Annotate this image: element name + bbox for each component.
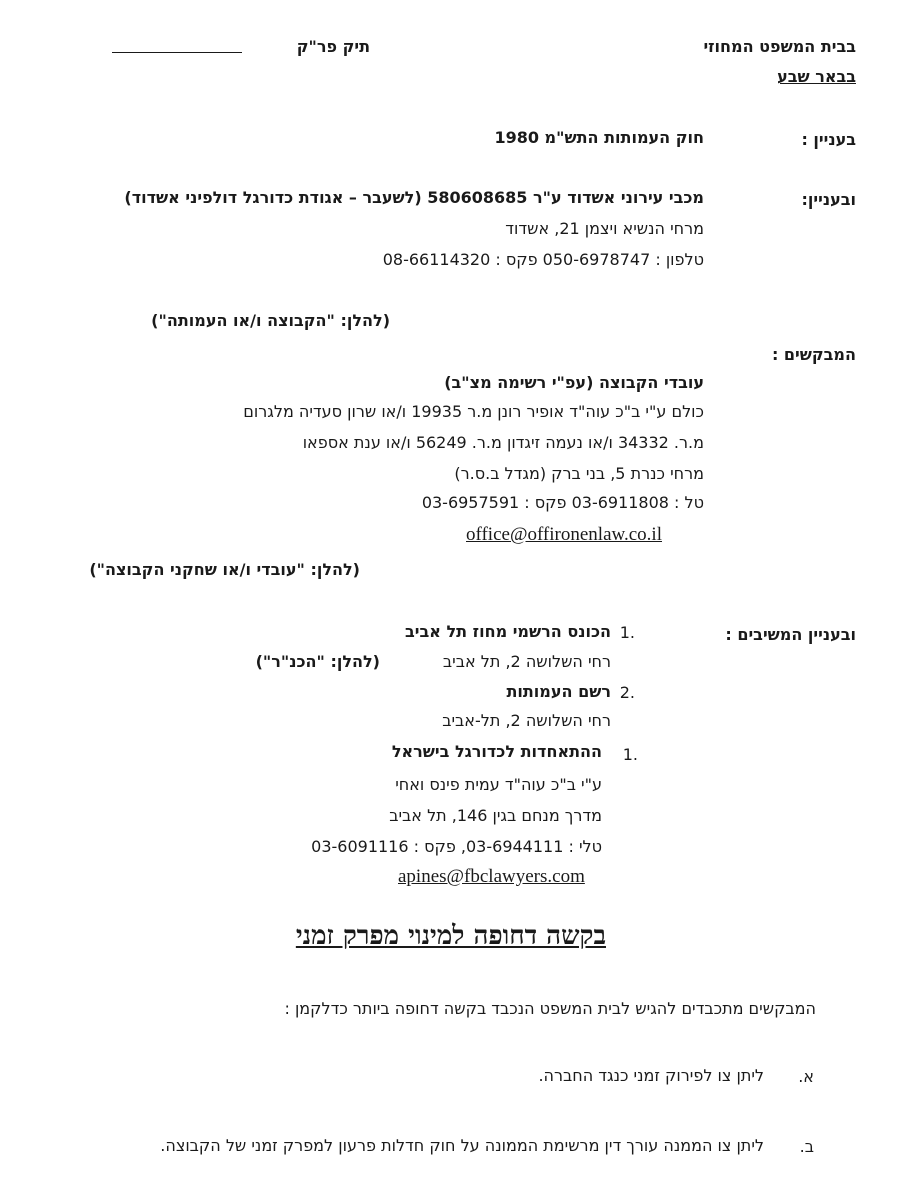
- intro-paragraph: המבקשים מתכבדים להגיש לבית המשפט הנכבד בקשה דחופה ביותר כדלקמן :: [284, 999, 816, 1018]
- case-number-line: [112, 52, 242, 53]
- entity-hereafter: (להלן: "הקבוצה ו/או העמותה"): [151, 311, 390, 330]
- applicants-line1: כולם ע"י ב"כ עוה"ד אופיר רונן מ.ר 19935 ו/או שרון סעדיה מלגרום: [243, 402, 704, 421]
- entity-address: מרחי הנשיא ויצמן 21, אשדוד: [505, 219, 704, 238]
- subject-label: בעניין :: [801, 130, 856, 149]
- applicants-email-link[interactable]: office@offironenlaw.co.il: [466, 524, 662, 545]
- court-name: בבית המשפט המחוזי: [703, 37, 856, 56]
- respondent-3-line3: טלי : 03-6944111, פקס : 03-6091116: [311, 837, 602, 856]
- respondent-1-number: 1.: [619, 623, 635, 642]
- respondent-1-address: רחי השלושה 2, תל אביב: [442, 652, 611, 671]
- subject-value: חוק העמותות התש"מ 1980: [494, 128, 704, 147]
- court-location: בבאר שבע: [777, 67, 856, 86]
- respondent-2-address: רחי השלושה 2, תל-אביב: [442, 711, 611, 730]
- applicants-name: עובדי הקבוצה (עפ"י רשימה מצ"ב): [444, 373, 704, 392]
- respondent-2-number: 2.: [619, 683, 635, 702]
- applicants-line4: טל : 03-6911808 פקס : 03-6957591: [421, 493, 704, 512]
- item-a-text: ליתן צו לפירוק זמני כנגד החברה.: [538, 1066, 764, 1085]
- respondent-2-name: רשם העמותות: [506, 682, 611, 701]
- applicants-label: המבקשים :: [771, 345, 856, 364]
- respondent-3-line1: ע"י ב"כ עוה"ד עמית פינס ואחי: [395, 775, 602, 794]
- respondent-3-line2: מדרך מנחם בגין 146, תל אביב: [389, 806, 602, 825]
- entity-label: ובעניין:: [801, 190, 856, 209]
- respondent-3-email-link[interactable]: apines@fbclawyers.com: [398, 866, 585, 887]
- entity-phone: טלפון : 050-6978747 פקס : 08-66114320: [382, 250, 704, 269]
- applicants-hereafter: (להלן: "עובדי ו/או שחקני הקבוצה"): [89, 560, 360, 579]
- respondent-1-hereafter: (להלן: "הכנ"ר"): [255, 652, 380, 671]
- applicants-line2: מ.ר. 34332 ו/או נעמה זיגדון מ.ר. 56249 ו/או ענת אספאו: [302, 433, 704, 452]
- document-title: בקשה דחופה למינוי מפרק זמני: [295, 921, 606, 951]
- respondent-3-name: ההתאחדות לכדורגל בישראל: [391, 742, 602, 761]
- respondent-1-name: הכונס הרשמי מחוז תל אביב: [405, 622, 611, 641]
- item-a-marker: א.: [798, 1067, 814, 1086]
- case-number-label: תיק פר"ק: [296, 37, 370, 56]
- item-b-text: ליתן צו הממנה עורך דין מרשימת הממונה על חוק חדלות פרעון למפרק זמני של הקבוצה.: [160, 1136, 764, 1155]
- item-b-marker: ב.: [799, 1137, 814, 1156]
- applicants-line3: מרחי כנרת 5, בני ברק (מגדל ב.ס.ר): [454, 464, 704, 483]
- entity-name: מכבי עירוני אשדוד ע"ר 580608685 (לשעבר – אגודת כדורגל דולפיני אשדוד): [124, 188, 704, 207]
- respondent-3-number: 1.: [622, 745, 638, 764]
- respondents-label: ובעניין המשיבים :: [725, 625, 856, 644]
